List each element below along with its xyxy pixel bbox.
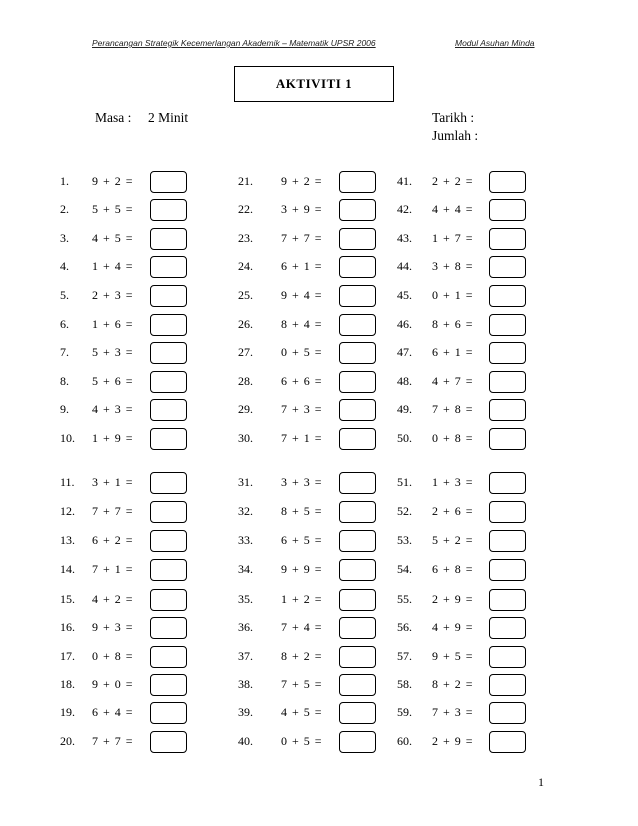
answer-box[interactable]: [150, 399, 187, 421]
question-number: 28.: [238, 374, 253, 388]
question-expression: 3 + 9 =: [281, 202, 322, 216]
answer-box[interactable]: [150, 199, 187, 221]
question-expression: 1 + 9 =: [92, 431, 133, 445]
question-expression: 7 + 3 =: [281, 402, 322, 416]
question-number: 3.: [60, 231, 69, 245]
question-expression: 8 + 4 =: [281, 317, 322, 331]
question-number: 43.: [397, 231, 412, 245]
answer-box[interactable]: [489, 171, 526, 193]
question-number: 59.: [397, 705, 412, 719]
question-number: 51.: [397, 475, 412, 489]
question-number: 1.: [60, 174, 69, 188]
question-number: 48.: [397, 374, 412, 388]
question-expression: 6 + 6 =: [281, 374, 322, 388]
answer-box[interactable]: [339, 472, 376, 494]
answer-box[interactable]: [339, 646, 376, 668]
jumlah-label: Jumlah :: [432, 128, 479, 143]
question-number: 9.: [60, 402, 69, 416]
tarikh-label: Tarikh :: [432, 110, 475, 125]
question-expression: 1 + 3 =: [432, 475, 473, 489]
question-number: 30.: [238, 431, 253, 445]
question-expression: 0 + 5 =: [281, 345, 322, 359]
question-expression: 0 + 8 =: [432, 431, 473, 445]
answer-box[interactable]: [339, 589, 376, 611]
answer-box[interactable]: [489, 589, 526, 611]
question-number: 37.: [238, 649, 253, 663]
answer-box[interactable]: [339, 342, 376, 364]
question-expression: 3 + 1 =: [92, 475, 133, 489]
answer-box[interactable]: [150, 589, 187, 611]
answer-box[interactable]: [339, 530, 376, 552]
answer-box[interactable]: [150, 501, 187, 523]
question-expression: 5 + 5 =: [92, 202, 133, 216]
question-number: 45.: [397, 288, 412, 302]
answer-box[interactable]: [489, 342, 526, 364]
question-expression: 7 + 1 =: [92, 562, 133, 576]
question-number: 6.: [60, 317, 69, 331]
question-expression: 9 + 3 =: [92, 620, 133, 634]
answer-box[interactable]: [339, 702, 376, 724]
question-number: 4.: [60, 259, 69, 273]
question-number: 55.: [397, 592, 412, 606]
question-expression: 8 + 6 =: [432, 317, 473, 331]
question-expression: 2 + 9 =: [432, 734, 473, 748]
question-expression: 5 + 3 =: [92, 345, 133, 359]
answer-box[interactable]: [150, 674, 187, 696]
answer-box[interactable]: [339, 371, 376, 393]
question-expression: 9 + 4 =: [281, 288, 322, 302]
answer-box[interactable]: [489, 559, 526, 581]
question-number: 29.: [238, 402, 253, 416]
answer-box[interactable]: [339, 256, 376, 278]
question-expression: 6 + 8 =: [432, 562, 473, 576]
question-expression: 1 + 2 =: [281, 592, 322, 606]
answer-box[interactable]: [489, 617, 526, 639]
question-expression: 7 + 4 =: [281, 620, 322, 634]
answer-box[interactable]: [339, 674, 376, 696]
question-expression: 9 + 9 =: [281, 562, 322, 576]
question-number: 14.: [60, 562, 75, 576]
answer-box[interactable]: [150, 472, 187, 494]
answer-box[interactable]: [339, 428, 376, 450]
answer-box[interactable]: [489, 199, 526, 221]
question-number: 12.: [60, 504, 75, 518]
question-expression: 6 + 1 =: [281, 259, 322, 273]
question-expression: 0 + 8 =: [92, 649, 133, 663]
answer-box[interactable]: [150, 428, 187, 450]
question-expression: 1 + 7 =: [432, 231, 473, 245]
question-number: 57.: [397, 649, 412, 663]
answer-box[interactable]: [489, 501, 526, 523]
answer-box[interactable]: [150, 530, 187, 552]
question-expression: 2 + 3 =: [92, 288, 133, 302]
answer-box[interactable]: [489, 285, 526, 307]
answer-box[interactable]: [489, 256, 526, 278]
question-expression: 4 + 3 =: [92, 402, 133, 416]
answer-box[interactable]: [489, 472, 526, 494]
question-expression: 5 + 6 =: [92, 374, 133, 388]
question-expression: 2 + 9 =: [432, 592, 473, 606]
question-number: 22.: [238, 202, 253, 216]
answer-box[interactable]: [150, 731, 187, 753]
question-expression: 6 + 1 =: [432, 345, 473, 359]
answer-box[interactable]: [489, 674, 526, 696]
question-number: 5.: [60, 288, 69, 302]
question-number: 35.: [238, 592, 253, 606]
answer-box[interactable]: [150, 646, 187, 668]
question-expression: 7 + 3 =: [432, 705, 473, 719]
answer-box[interactable]: [489, 399, 526, 421]
question-number: 27.: [238, 345, 253, 359]
question-number: 7.: [60, 345, 69, 359]
question-expression: 4 + 4 =: [432, 202, 473, 216]
question-expression: 4 + 5 =: [92, 231, 133, 245]
answer-box[interactable]: [150, 314, 187, 336]
question-number: 39.: [238, 705, 253, 719]
question-number: 40.: [238, 734, 253, 748]
answer-box[interactable]: [339, 559, 376, 581]
question-number: 23.: [238, 231, 253, 245]
question-expression: 8 + 2 =: [432, 677, 473, 691]
question-number: 34.: [238, 562, 253, 576]
question-expression: 9 + 0 =: [92, 677, 133, 691]
question-number: 24.: [238, 259, 253, 273]
question-expression: 7 + 7 =: [92, 504, 133, 518]
question-expression: 2 + 2 =: [432, 174, 473, 188]
answer-box[interactable]: [489, 228, 526, 250]
question-number: 11.: [60, 475, 75, 489]
question-expression: 7 + 8 =: [432, 402, 473, 416]
question-number: 20.: [60, 734, 75, 748]
answer-box[interactable]: [339, 285, 376, 307]
question-expression: 3 + 3 =: [281, 475, 322, 489]
answer-box[interactable]: [150, 342, 187, 364]
question-number: 31.: [238, 475, 253, 489]
question-expression: 8 + 5 =: [281, 504, 322, 518]
question-number: 47.: [397, 345, 412, 359]
question-number: 8.: [60, 374, 69, 388]
question-expression: 1 + 4 =: [92, 259, 133, 273]
question-number: 36.: [238, 620, 253, 634]
question-number: 26.: [238, 317, 253, 331]
answer-box[interactable]: [339, 501, 376, 523]
question-expression: 1 + 6 =: [92, 317, 133, 331]
header-right: Modul Asuhan Minda: [455, 38, 535, 48]
answer-box[interactable]: [489, 314, 526, 336]
question-expression: 7 + 5 =: [281, 677, 322, 691]
question-number: 44.: [397, 259, 412, 273]
answer-box[interactable]: [150, 617, 187, 639]
question-number: 33.: [238, 533, 253, 547]
question-expression: 9 + 5 =: [432, 649, 473, 663]
answer-box[interactable]: [339, 731, 376, 753]
question-number: 32.: [238, 504, 253, 518]
question-number: 46.: [397, 317, 412, 331]
question-number: 21.: [238, 174, 253, 188]
answer-box[interactable]: [489, 371, 526, 393]
question-expression: 0 + 1 =: [432, 288, 473, 302]
question-expression: 5 + 2 =: [432, 533, 473, 547]
page-number: 1: [538, 775, 544, 789]
masa-label: Masa :: [95, 110, 132, 125]
answer-box[interactable]: [339, 399, 376, 421]
answer-box[interactable]: [339, 617, 376, 639]
question-expression: 2 + 6 =: [432, 504, 473, 518]
question-number: 19.: [60, 705, 75, 719]
question-number: 54.: [397, 562, 412, 576]
answer-box[interactable]: [150, 285, 187, 307]
header-left: Perancangan Strategik Kecemerlangan Akademik – Matematik UPSR 2006: [92, 38, 376, 48]
question-number: 16.: [60, 620, 75, 634]
question-expression: 0 + 5 =: [281, 734, 322, 748]
question-expression: 3 + 8 =: [432, 259, 473, 273]
answer-box[interactable]: [150, 171, 187, 193]
question-expression: 6 + 4 =: [92, 705, 133, 719]
question-number: 49.: [397, 402, 412, 416]
question-number: 25.: [238, 288, 253, 302]
question-expression: 9 + 2 =: [92, 174, 133, 188]
question-number: 60.: [397, 734, 412, 748]
masa-value: 2 Minit: [148, 110, 189, 125]
answer-box[interactable]: [150, 256, 187, 278]
answer-box[interactable]: [489, 428, 526, 450]
answer-box[interactable]: [150, 702, 187, 724]
answer-box[interactable]: [150, 559, 187, 581]
answer-box[interactable]: [150, 371, 187, 393]
answer-box[interactable]: [489, 530, 526, 552]
answer-box[interactable]: [339, 228, 376, 250]
activity-title: AKTIVITI 1: [234, 66, 394, 102]
question-number: 38.: [238, 677, 253, 691]
question-expression: 4 + 2 =: [92, 592, 133, 606]
answer-box[interactable]: [489, 702, 526, 724]
question-number: 56.: [397, 620, 412, 634]
answer-box[interactable]: [150, 228, 187, 250]
question-number: 53.: [397, 533, 412, 547]
question-number: 42.: [397, 202, 412, 216]
answer-box[interactable]: [339, 199, 376, 221]
answer-box[interactable]: [339, 171, 376, 193]
question-number: 41.: [397, 174, 412, 188]
question-number: 58.: [397, 677, 412, 691]
question-expression: 4 + 7 =: [432, 374, 473, 388]
answer-box[interactable]: [489, 731, 526, 753]
answer-box[interactable]: [339, 314, 376, 336]
question-number: 18.: [60, 677, 75, 691]
question-number: 15.: [60, 592, 75, 606]
question-expression: 7 + 7 =: [92, 734, 133, 748]
question-expression: 8 + 2 =: [281, 649, 322, 663]
question-expression: 7 + 1 =: [281, 431, 322, 445]
question-number: 17.: [60, 649, 75, 663]
question-expression: 6 + 5 =: [281, 533, 322, 547]
question-expression: 9 + 2 =: [281, 174, 322, 188]
question-expression: 7 + 7 =: [281, 231, 322, 245]
answer-box[interactable]: [489, 646, 526, 668]
question-number: 50.: [397, 431, 412, 445]
question-number: 2.: [60, 202, 69, 216]
question-number: 13.: [60, 533, 75, 547]
question-number: 10.: [60, 431, 75, 445]
question-expression: 6 + 2 =: [92, 533, 133, 547]
question-expression: 4 + 5 =: [281, 705, 322, 719]
question-number: 52.: [397, 504, 412, 518]
question-expression: 4 + 9 =: [432, 620, 473, 634]
